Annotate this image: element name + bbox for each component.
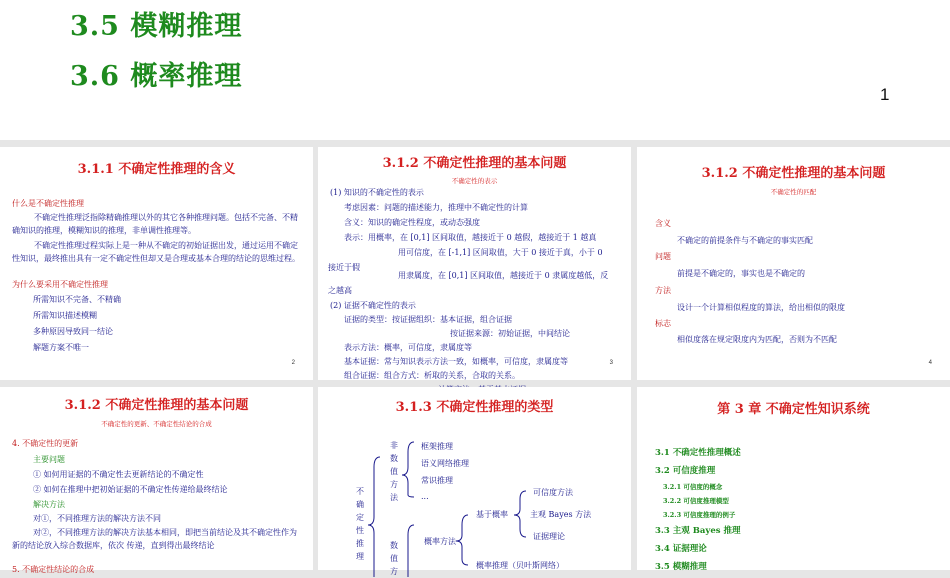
- paragraph: 对②，不同推理方法的解决方法基本相同，即把当前结论及其不确定性作为新的结论放入综合数据库，依次 传递，直到得出最终结论: [12, 528, 297, 550]
- slide-thumbnail-2[interactable]: [0, 147, 313, 380]
- slide-page-number: 4: [928, 360, 932, 366]
- text-line: 用隶属度，在 [0,1] 区间取值，越接近于 0 隶属度越低，反: [398, 271, 609, 280]
- section-title-fuzzy: 3.5 模糊推理: [70, 11, 243, 42]
- slide-thumbnail-4[interactable]: [637, 147, 950, 380]
- slide-title: 3.1.3 不确定性推理的类型: [395, 400, 554, 415]
- heading: 标志: [655, 319, 671, 328]
- heading: 4. 不确定性的更新: [12, 439, 79, 448]
- method-item: 基于概率: [476, 510, 508, 519]
- text-line: 设计一个计算相似程度的算法，给出相似的限度: [677, 303, 845, 312]
- slide-thumbnail-3[interactable]: [318, 147, 631, 380]
- toc-subitem[interactable]: 3.2.1 可信度的概念: [663, 483, 723, 491]
- paragraph: 不确定性推理过程实际上是一种从不确定的初始证据出发，通过运用不确定性知识，最终推出具有一定不确定性但却又是合理或基本合理的结论的思维过程。: [12, 241, 300, 263]
- method-item: 框架推理: [421, 442, 453, 451]
- toc-item[interactable]: 3.1 不确定性推理概述: [655, 448, 741, 458]
- text-line: 相似度落在规定限度内为匹配，否则为不匹配: [677, 335, 837, 344]
- list-item: 多种原因导致同一结论: [33, 327, 113, 336]
- heading: 问题: [655, 252, 671, 261]
- method-item: 语义网络推理: [421, 459, 469, 468]
- method-item: 主观 Bayes 方法: [530, 510, 592, 519]
- slide-title: 3.1.1 不确定性推理的含义: [77, 162, 236, 177]
- method-item: 证据理论: [533, 532, 565, 541]
- text-line: (2) 证据不确定性的表示: [330, 301, 416, 310]
- slide-subtitle: 不确定性的表示: [451, 177, 498, 185]
- text-line: 含义：知识的确定性程度，或动态强度: [344, 218, 480, 227]
- paragraph: 不确定性推理泛指除精确推理以外的其它各种推理问题。包括不完备、不精确知识的推理，模糊知识的推理，非单调性推理等。: [12, 213, 298, 235]
- toc-subitem[interactable]: 3.2.2 可信度推理模型: [663, 497, 729, 505]
- text-line: 基本证据：常与知识表示方法一致，如概率，可信度，隶属度等: [344, 357, 568, 366]
- list-item: 所需知识描述模糊: [33, 311, 97, 320]
- slide-thumbnail-5[interactable]: [0, 387, 313, 574]
- slide-title: 3.1.2 不确定性推理的基本问题: [701, 166, 886, 181]
- slide-title: 3.1.2 不确定性推理的基本问题: [382, 156, 567, 171]
- text-line: 考虑因素：问题的描述能力，推理中不确定性的计算: [344, 203, 528, 212]
- list-item: 所需知识不完备、不精确: [33, 295, 121, 304]
- heading: 方法: [655, 286, 671, 295]
- text-line: 用可信度，在 [-1,1] 区间取值，大于 0 接近于真，小于 0: [398, 248, 603, 257]
- text-line: 接近于假: [328, 263, 360, 272]
- text-line: ② 如何在推理中把初始证据的不确定性传递给最终结论: [33, 485, 228, 494]
- slide-subtitle: 不确定性的匹配: [770, 188, 817, 196]
- toc-item[interactable]: 3.3 主观 Bayes 推理: [655, 526, 741, 536]
- text-line: (1) 知识的不确定性的表示: [330, 188, 424, 197]
- root-label: 不确定性推理: [356, 487, 364, 561]
- heading: 5. 不确定性结论的合成: [12, 565, 95, 574]
- toc-item[interactable]: 3.2 可信度推理: [655, 466, 716, 476]
- heading: 解决方法: [33, 500, 65, 509]
- method-item: 可信度方法: [533, 488, 573, 497]
- text-line: 组合证据：组合方式：析取的关系，合取的关系。: [344, 371, 520, 380]
- heading: 什么是不确定性推理: [12, 199, 84, 208]
- heading: 为什么要采用不确定性推理: [12, 280, 108, 289]
- list-item: 解题方案不唯一: [33, 343, 89, 352]
- non-numeric-label: 非数值方法: [390, 441, 398, 502]
- text-line: 不确定的前提条件与不确定的事实匹配: [677, 236, 813, 245]
- toc-list: [655, 444, 741, 576]
- text-line: 表示：用概率，在 [0,1] 区间取值，越接近于 0 越假，越接近于 1 越真: [344, 233, 597, 242]
- text-line: 证据的类型：按证据组织：基本证据，组合证据: [344, 315, 512, 324]
- slide-page-number: 2: [291, 360, 295, 366]
- section-title-probability: 3.6 概率推理: [70, 61, 243, 92]
- heading: 主要问题: [33, 455, 65, 464]
- toc-item[interactable]: 3.4 证据理论: [655, 544, 707, 554]
- slide-thumbnail-7[interactable]: [637, 387, 950, 570]
- text-line: 之越高: [328, 286, 352, 295]
- page-number: 1: [880, 85, 890, 104]
- text-line: 表示方法：概率，可信度，隶属度等: [344, 343, 472, 352]
- slide-subtitle: 不确定性的更新、不确定性结论的合成: [101, 420, 212, 428]
- top-slide: [0, 0, 950, 140]
- method-item: 概率方法: [424, 537, 456, 546]
- numeric-label: 数值方: [390, 541, 398, 576]
- slide-page-number: 3: [609, 360, 613, 366]
- method-item: 常识推理: [421, 476, 453, 485]
- text-line: 对①，不同推理方法的解决方法不同: [33, 514, 161, 523]
- toc-item[interactable]: 3.5 模糊推理: [655, 562, 707, 572]
- heading: 含义: [655, 219, 671, 228]
- text-line: ① 如何用证据的不确定性去更新结论的不确定性: [33, 470, 204, 479]
- slide-thumbnail-6[interactable]: [318, 387, 631, 576]
- method-item: ...: [421, 492, 429, 501]
- toc-subitem[interactable]: 3.2.3 可信度推理的例子: [663, 511, 736, 519]
- method-item: 概率推理（贝叶斯网络）: [476, 561, 564, 570]
- text-line: 前提是不确定的，事实也是不确定的: [677, 269, 805, 278]
- slide-title: 第 3 章 不确定性知识系统: [717, 402, 870, 417]
- text-line: 按证据来源：初始证据，中间结论: [450, 329, 570, 338]
- slide-title: 3.1.2 不确定性推理的基本问题: [64, 398, 249, 413]
